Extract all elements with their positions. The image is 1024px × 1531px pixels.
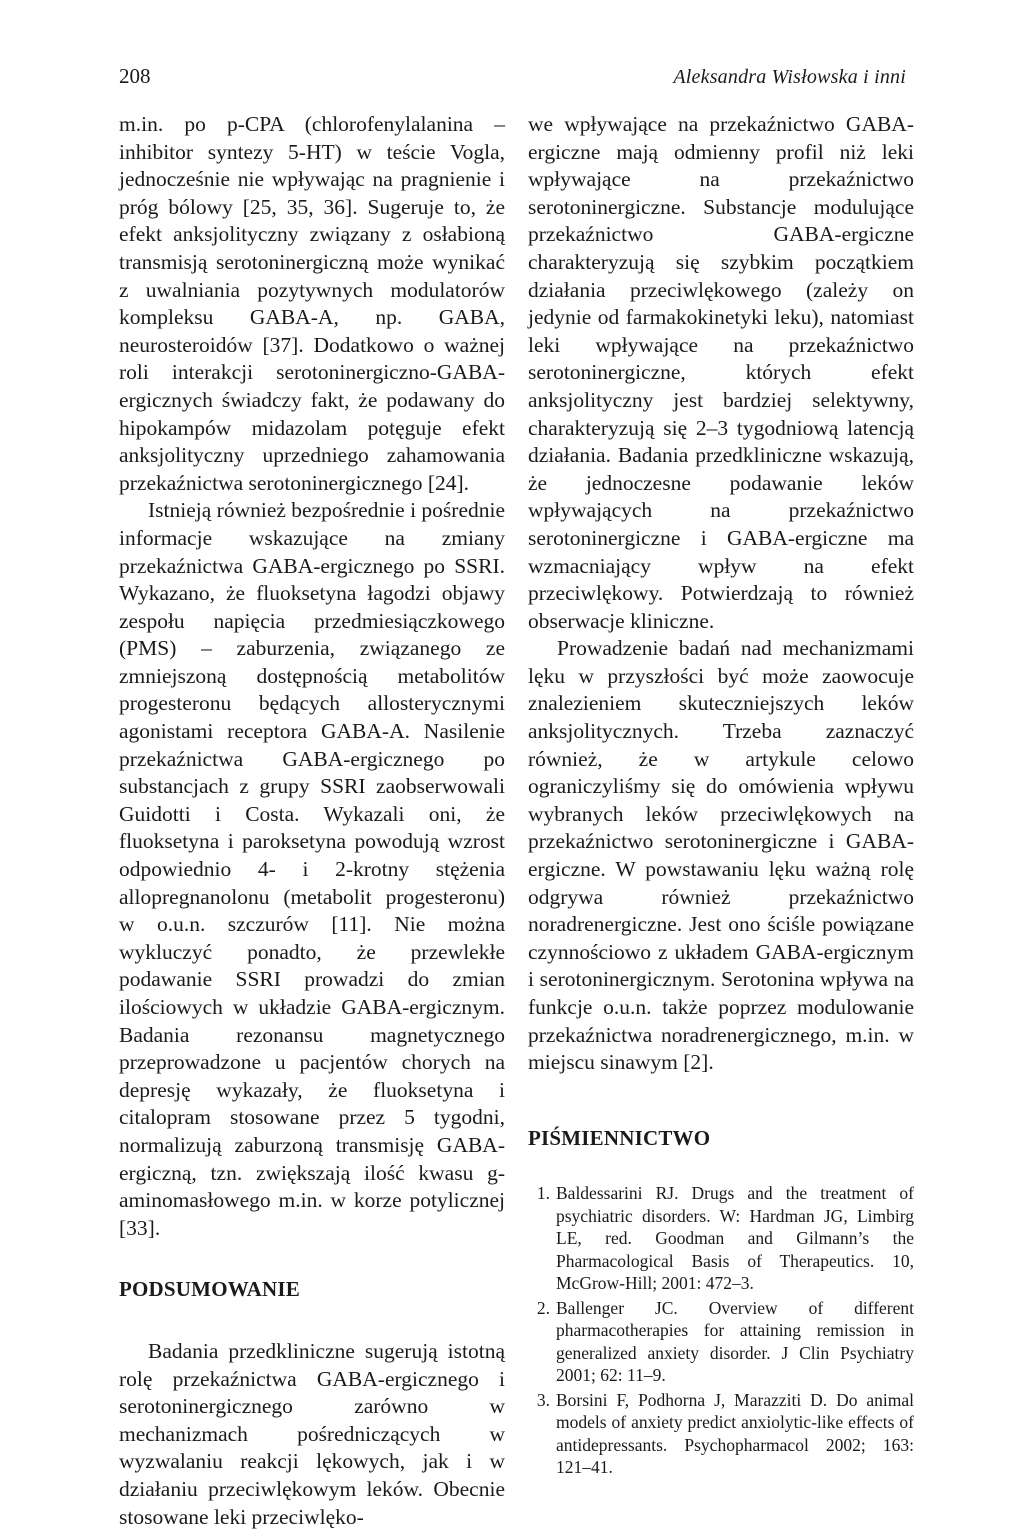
reference-text: Baldessarini RJ. Drugs and the treatment of psychiatric disorders. W: Hardman JG, Limbirg LE, red. Goodman and Gilmann’s the Pharmacological Basis of Therapeutics. 10, McGrow-Hill; 2001: 472–3. [556,1183,914,1294]
body-paragraph: Badania przedkliniczne sugerują istotną rolę przekaźnictwa GABA-ergicznego i serotoninergicznego zarówno w mechanizmach pośredniczących w wyzwalaniu reakcji lękowych, jak i w działaniu przeciwlękowym leków. Obecnie stosowane leki przeciwlęko- [119,1338,505,1529]
reference-number: 1. [536,1183,550,1204]
reference-list [528,1182,914,1479]
body-paragraph: Istnieją również bezpośrednie i pośrednie informacje wskazujące na zmiany przekaźnictwa GABA-ergicznego po SSRI. Wykazano, że fluoksetyna łagodzi objawy zespołu napięcia przedmiesiączkowego (PMS) – zaburzenia, związanego ze zmniejszoną dostępnością metabolitów progesteronu będących allosterycznymi agonistami receptora GABA-A. Nasilenie przekaźnictwa GABA-ergicznego po substancjach z grupy SSRI zaobserwowali Guidotti i Costa. Wykazali oni, że fluoksetyna i paroksetyna powodują wzrost odpowiednio 4- i 2-krotny stężenia allopregnanolonu (metabolit progesteronu) w o.u.n. szczurów [11]. Nie można wykluczyć ponadto, że przewlekłe podawanie SSRI prowadzi do zmian ilościowych w układzie GABA-ergicznym. Badania rezonansu magnetycznego przeprowadzone u pacjentów chorych na depresję wykazały, że fluoksetyna i citalopram stosowane przez 5 tygodni, normalizują zaburzoną transmisję GABA-ergiczną, tzn. zwiększają ilość kwasu g-aminomasłowego m.in. w korze potylicznej [33]. [119,498,506,1240]
running-head: Aleksandra Wisłowska i inni [673,66,906,88]
left-column [119,111,505,1531]
reference-number: 2. [536,1297,550,1318]
reference-number: 3. [536,1389,550,1410]
body-paragraph: we wpływające na przekaźnictwo GABA-ergiczne mają odmienny profil niż leki wpływające na przekaźnictwo serotoninergiczne. Substancje modulujące przekaźnictwo GABA-ergiczne charakteryzują się szybkim początkiem działania przeciwlękowego (zależy on jedynie od farmakokinetyki leku), natomiast leki wpływające na przekaźnictwo serotoninergiczne, których efekt anksjolityczny jest bardziej selektywny, charakteryzują się 2–3 tygodniową latencją działania. Badania przedkliniczne wskazują, że jednoczesne podawanie leków wpływających na przekaźnictwo serotoninergiczne i GABA-ergiczne ma wzmacniający wpływ na efekt przeciwlękowy. Potwierdzają to również obserwacje kliniczne. [528,112,914,633]
section-heading-references: PIŚMIENNICTWO [528,1125,711,1150]
right-column [528,111,914,1481]
body-paragraph: m.in. po p-CPA (chlorofenylalanina – inhibitor syntezy 5-HT) w teście Vogla, jednocześnie nie wpływając na pragnienie i próg bólowy [25, 35, 36]. Sugeruje to, że efekt anksjolityczny związany z osłabioną transmisją serotoninergiczną może wynikać z uwalniania pozytywnych modulatorów kompleksu GABA-A, np. GABA, neurosteroidów [37]. Dodatkowo o ważnej roli interakcji serotoninergiczno-GABA-ergicznych świadczy fakt, że podawany do hipokampów midazolam potęguje efekt anksjolityczny uprzedniego zahamowania przekaźnictwa serotoninergicznego [24]. [119,112,505,495]
reference-item [528,1182,914,1295]
reference-item [528,1297,914,1387]
reference-text: Ballenger JC. Overview of different pharmacotherapies for attaining remission in generalized anxiety disorder. J Clin Psychiatry 2001; 62: 11–9. [556,1297,914,1386]
reference-item [528,1389,914,1479]
page-number: 208 [119,64,151,88]
body-paragraph: Prowadzenie badań nad mechanizmami lęku w przyszłości być może zaowocuje znalezieniem skuteczniejszych leków anksjolitycznych. Trzeba zaznaczyć również, że w artykule celowo ograniczyliśmy się do omówienia wpływu wybranych leków przeciwlękowych na przekaźnictwo serotoninergiczne i GABA-ergiczne. W powstawaniu lęku ważną rolę odgrywa również przekaźnictwo noradrenergiczne. Jest ono ściśle powiązane czynnościowo z układem GABA-ergicznym i serotoninergicznym. Serotonina wpływa na funkcje o.u.n. także poprzez modulowanie przekaźnictwa noradrenergicznego, m.in. w miejscu sinawym [2]. [528,636,914,1075]
reference-text: Borsini F, Podhorna J, Marazziti D. Do animal models of anxiety predict anxiolytic-like effects of antidepressants. Psychopharmacol 2002; 163: 121–41. [556,1389,914,1478]
section-heading-summary: PODSUMOWANIE [119,1277,300,1302]
